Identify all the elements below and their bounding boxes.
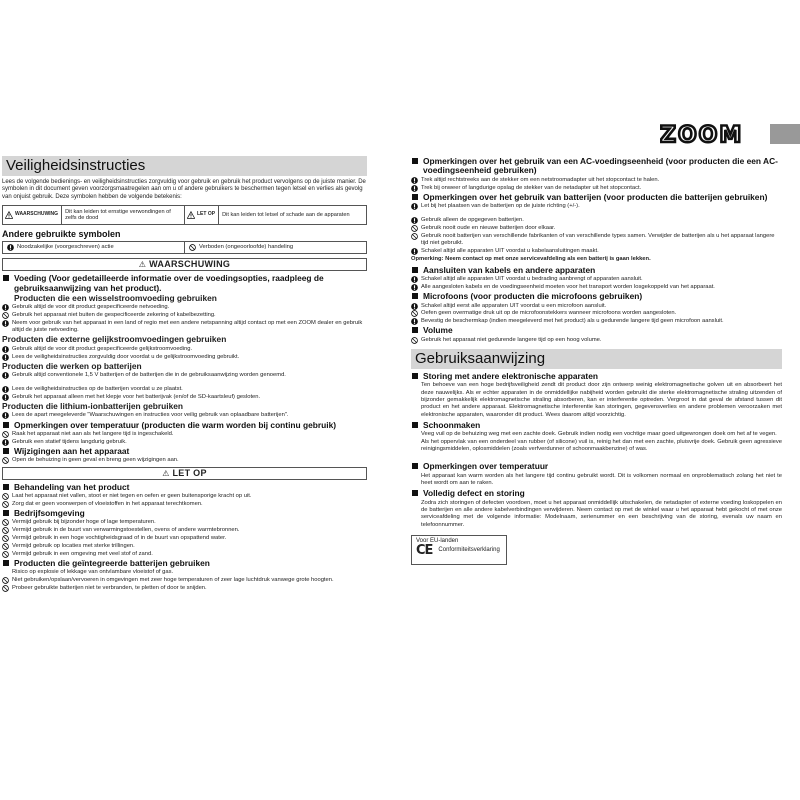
- list-item: Vermijd gebruik in een hoge vochtigheidsgraad of in de buurt van opspattend water.: [2, 535, 367, 542]
- risk-text: Risico op explosie of lekkage van ontvlambare vloeistof of gas.: [12, 569, 174, 576]
- section-heading: Storing met andere elektronische apparaten: [411, 372, 782, 381]
- section-heading: Opmerkingen over temperatuur (producten die warm worden bij continu gebruik): [2, 421, 367, 430]
- list-item: Lees de veiligheidsinstructies op de batterijen voordat u ze plaatst.: [2, 386, 367, 393]
- required-action-icon: [2, 354, 9, 361]
- prohibited-icon: [189, 244, 196, 251]
- section-heading: Producten die geïntegreerde batterijen gebruiken: [2, 559, 367, 568]
- section-subheading: Producten die lithium-ionbatterijen gebruiken: [2, 401, 184, 412]
- list-item: Raak het apparaat niet aan als het langere tijd is ingeschakeld.: [2, 431, 367, 438]
- prohibited-icon: [2, 585, 9, 592]
- caution-triangle-icon: [187, 211, 195, 219]
- section-subheading: Producten die externe gelijkstroomvoedingen gebruiken: [2, 334, 227, 345]
- safety-title: Veiligheidsinstructies: [2, 156, 367, 176]
- warning-banner: ⚠ WAARSCHUWING: [2, 258, 367, 271]
- list-item: Trek bij onweer of langdurige opslag de stekker van de netadapter uit het stopcontact.: [411, 185, 782, 192]
- section-subheading: Producten die werken op batterijen: [2, 360, 142, 371]
- list-item: Bevestig de beschermkap (indien meegeleverd met het product) als u gedurende langere tijd geen microfoon aansluit.: [411, 318, 782, 325]
- list-item: Open de behuizing in geen geval en breng geen wijzigingen aan.: [2, 457, 367, 464]
- list-item: Vermijd gebruik in een omgeving met veel stof of zand.: [2, 551, 367, 558]
- section-heading: Voeding (Voor gedetailleerde informatie over de voedingsopties, raadpleeg de gebruiksaanwijzing van het product).: [2, 274, 367, 293]
- required-action-icon: [411, 185, 418, 192]
- prohibited-icon: [2, 519, 9, 526]
- legend-warning: WAARSCHUWING Dit kan leiden tot ernstige verwondingen of zelfs de dood: [3, 206, 184, 224]
- required-action-icon: [2, 372, 9, 379]
- list-item: Lees de apart meegeleverde "Waarschuwingen en instructies voor veilig gebruik van oplaadbare batterijen".: [2, 412, 367, 419]
- required-action-icon: [7, 244, 14, 251]
- list-item: Vermijd gebruik in de buurt van verwarmingstoestellen, ovens of andere warmtebronnen.: [2, 527, 367, 534]
- list-item: Gebruik nooit batterijen van verschillende fabrikanten of van verschillende types samen. Verwijder de batterijen als u het apparaat langere tijd niet gebruikt.: [411, 233, 782, 247]
- eu-text: Conformiteitsverklaring: [438, 547, 500, 554]
- section-heading: Behandeling van het product: [2, 483, 367, 492]
- prohibited-icon: [2, 457, 9, 464]
- prohibited-icon: [2, 312, 9, 319]
- required-action-icon: [2, 412, 9, 419]
- list-item: Gebruik het apparaat alleen met het klepje voor het batterijvak (en/of de SD-kaartsleuf) gesloten.: [2, 394, 367, 401]
- section-heading: Schoonmaken: [411, 421, 782, 430]
- safety-intro: Lees de volgende bedienings- en veiligheidsinstructies zorgvuldig voor gebruik en gebruik het product vervolgens op de juiste manier. De symbolen in dit document geven voorzorgsmaatregelen aan om u of andere gebruikers te beschermen tegen letsel en verlies als gevolg van onjuist gebruik. Deze symbolen hebben de volgende betekenis:: [2, 179, 366, 200]
- required-action-icon: [411, 217, 418, 224]
- prohibited-icon: [411, 310, 418, 317]
- prohibited-icon: [2, 527, 9, 534]
- caution-triangle-icon: ⚠: [162, 468, 170, 478]
- prohibited-icon: [411, 337, 418, 344]
- prohibited-icon: [2, 431, 9, 438]
- required-action-icon: [411, 203, 418, 210]
- list-item: Let bij het plaatsen van de batterijen op de juiste richting (+/-).: [411, 203, 782, 210]
- required-action-icon: [2, 386, 9, 393]
- list-item: Gebruik een statief tijdens langdurig gebruik.: [2, 439, 367, 446]
- section-heading: Wijzigingen aan het apparaat: [2, 447, 367, 456]
- section-heading: Opmerkingen over temperatuur: [411, 462, 782, 471]
- list-item: Neem voor gebruik van het apparaat in een land of regio met een andere netspanning altijd contact op met een ZOOM dealer en gebruik altijd de juiste netvoeding.: [2, 320, 367, 334]
- prohibited-icon: [2, 577, 9, 584]
- warning-triangle-icon: ⚠: [138, 260, 147, 270]
- prohibited-icon: [2, 543, 9, 550]
- list-item: Vermijd gebruik op locaties met sterke trillingen.: [2, 543, 367, 550]
- battery-note: Opmerking: Neem contact op met onze servicevafdeling als een batterij is gaan lekken.: [411, 255, 651, 262]
- required-action-icon: [2, 439, 9, 446]
- other-symbols: Noodzakelijke (voorgeschreven) actie Verboden (ongeoorloofde) handeling: [2, 241, 367, 254]
- prohibited-icon: [2, 535, 9, 542]
- list-item: Gebruik het apparaat niet gedurende langere tijd op een hoog volume.: [411, 337, 782, 344]
- notes-column: [411, 156, 782, 565]
- list-item: Gebruik alleen de opgegeven batterijen.: [411, 217, 782, 224]
- list-item: Alle aangesloten kabels en de voedingseenheid moeten voor het transport worden losgekoppeld van het apparaat.: [411, 284, 782, 291]
- required-action-icon: [411, 248, 418, 255]
- safety-column: [2, 156, 367, 593]
- required-action-icon: [2, 304, 9, 311]
- prohibited-icon: [2, 501, 9, 508]
- required-action-icon: [411, 276, 418, 283]
- section-heading: Aansluiten van kabels en andere apparaten: [411, 266, 782, 275]
- prohibited-icon: [2, 551, 9, 558]
- prohibited-icon: [411, 225, 418, 232]
- section-subheading: Producten die een wisselstroomvoeding gebruiken: [14, 293, 217, 304]
- zoom-logo: [660, 124, 770, 144]
- required-action-icon: [411, 177, 418, 184]
- required-action-icon: [411, 303, 418, 310]
- prohibited-icon: [2, 493, 9, 500]
- required-action-icon: [411, 318, 418, 325]
- list-item: Lees de veiligheidsinstructies zorgvuldig door voordat u de gelijkstroomvoeding gebruikt.: [2, 354, 367, 361]
- legend-caution: LET OP Dit kan leiden tot letsel of schade aan de apparaten: [184, 206, 366, 224]
- ce-mark-icon: CE: [416, 543, 433, 559]
- section-heading: Opmerkingen over het gebruik van een AC-voedingseenheid (voor producten die een AC-voedingseenheid gebruiken): [411, 157, 782, 176]
- list-item: Laat het apparaat niet vallen, stoot er niet tegen en oefen er geen buitensporige kracht op uit.: [2, 493, 367, 500]
- section-heading: Opmerkingen over het gebruik van batterijen (voor producten die batterijen gebruiken): [411, 193, 782, 202]
- list-item: Vermijd gebruik bij bijzonder hoge of lage temperaturen.: [2, 519, 367, 526]
- required-action-icon: [2, 320, 9, 327]
- header-bar: [770, 124, 800, 144]
- caution-banner: ⚠ LET OP: [2, 467, 367, 480]
- usage-title: Gebruiksaanwijzing: [411, 349, 782, 369]
- list-item: Schakel altijd eerst alle apparaten UIT voordat u een microfoon aansluit.: [411, 303, 782, 310]
- list-item: Schakel altijd alle apparaten UIT voordat u bedrading aanbrengt of apparaten aansluit.: [411, 276, 782, 283]
- section-heading: Volume: [411, 326, 782, 335]
- eu-title: Voor EU-landen: [416, 537, 459, 544]
- list-item: Niet gebruiken/opslaan/vervoeren in omgevingen met zeer hoge temperaturen of zeer lage luchtdruk vanwege grote hoogten.: [2, 577, 367, 584]
- list-item: Oefen geen overmatige druk uit op de microfoonstekkers wanneer microfoons worden aangesloten.: [411, 310, 782, 317]
- paragraph: Het apparaat kan warm worden als het langere tijd continu gebruikt wordt. Dit is volkomen normaal en onproblematisch zolang het niet te heet wordt om aan te raken.: [421, 472, 782, 486]
- paragraph: Veeg vuil op de behuizing weg met een zachte doek. Gebruik indien nodig een vochtige maar goed uitgewrongen doek om het af te vegen. Als het oppervlak van een onderdeel van rubber (of silicone) vuil is, reinig het dan met een zachte, pluisvrije doek. Gebruik geen agressieve reinigingsmiddelen, oplosmiddelen (zoals verfverdunner of schoonmaakbenzine) of was.: [421, 431, 782, 452]
- list-item: Schakel altijd alle apparaten UIT voordat u kabelaansluitingen maakt.: [411, 248, 782, 255]
- list-item: Gebruik nooit oude en nieuwe batterijen door elkaar.: [411, 225, 782, 232]
- section-heading: Bedrijfsomgeving: [2, 509, 367, 518]
- list-item: Gebruik het apparaat niet buiten de gespecificeerde zekering of kabelbezetting.: [2, 312, 367, 319]
- section-heading: Microfoons (voor producten die microfoons gebruiken): [411, 292, 782, 301]
- list-item: Trek altijd rechtstreeks aan de stekker om een netstroomadapter uit het stopcontact te halen.: [411, 177, 782, 184]
- prohibited-icon: [411, 233, 418, 240]
- required-action-icon: [2, 346, 9, 353]
- list-item: Probeer gebruikte batterijen niet te verbranden, te pletten of door te snijden.: [2, 585, 367, 592]
- list-item: Gebruik altijd de voor dit product gespecificeerde gelijkstroomvoeding.: [2, 346, 367, 353]
- list-item: Gebruik altijd de voor dit product gespecificeerde netvoeding.: [2, 304, 367, 311]
- list-item: Zorg dat er geen voorwerpen of vloeistoffen in het apparaat terechtkomen.: [2, 501, 367, 508]
- required-action-icon: [411, 284, 418, 291]
- svg-text:ZOOM: ZOOM: [660, 124, 744, 144]
- symbol-legend: [2, 205, 367, 225]
- required-action-icon: [2, 394, 9, 401]
- other-symbols-title: Andere gebruikte symbolen: [2, 229, 121, 240]
- section-heading: Volledig defect en storing: [411, 489, 782, 498]
- eu-declaration-box: [411, 535, 507, 565]
- paragraph: Zodra zich storingen of defecten voordoen, moet u het apparaat onmiddellijk uitschakelen, de netadapter of externe voeding loskoppelen en de batterijen en alle andere kabelverbindingen verwijderen. Neem contact op met de winkel waar u het apparaat hebt gekocht of met onze serviceafdeling met de volgende informatie: Modelnaam, serienummer en een beschrijving van de storing, evenals uw naam en telefoonnummer.: [421, 499, 782, 528]
- paragraph: Ten behoeve van een hoge bedrijfsveiligheid zendt dit product door zijn ontwerp weinig elektromagnetische golven uit en absorbeert het deze nauwelijks. Als er echter apparaten in de onmiddellijke nabijheid worden gebruikt die sterke elektromagnetische straling uitzenden of bijzonder gemakkelijk elektromagnetische straling absorberen, kan er interferentie optreden. Vergroot in dat geval de afstand tussen dit product en het andere apparaat. Elektromagnetische interferentie kan storingen, gegevensverlies en andere problemen veroorzaken met elektronische apparaten, waaronder dit product. Wees daarom altijd voorzichtig.: [421, 382, 782, 418]
- list-item: Gebruik altijd conventionele 1,5 V batterijen of de batterijen die in de gebruiksaanwijzing worden genoemd.: [2, 372, 367, 379]
- warning-triangle-icon: [5, 211, 13, 219]
